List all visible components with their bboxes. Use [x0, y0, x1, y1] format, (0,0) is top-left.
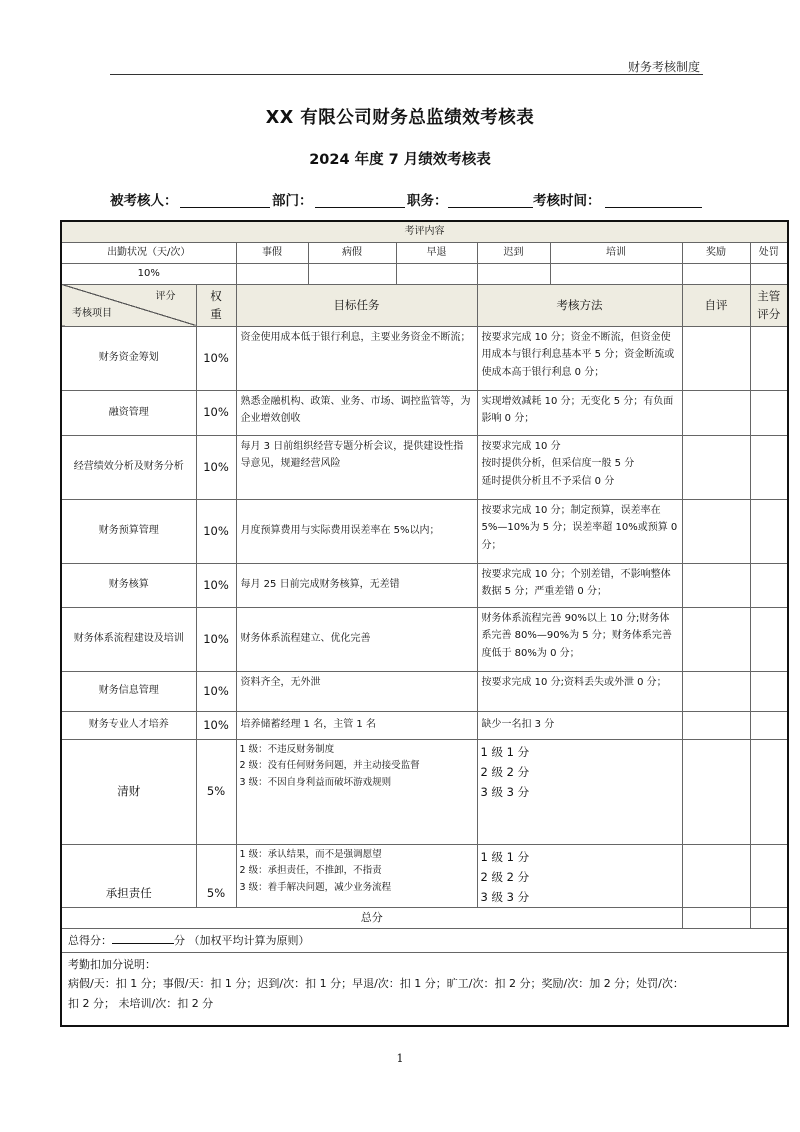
method-line: 按要求完成 10 分	[481, 440, 561, 452]
attendance-header-late: 迟到	[477, 242, 550, 263]
manager-score-cell[interactable]	[750, 711, 788, 739]
item-name: 财务信息管理	[61, 671, 196, 711]
item-task: 培养储蓄经理 1 名，主管 1 名	[236, 711, 477, 739]
examinee-label: 被考核人：	[110, 193, 178, 209]
item-method: 实现增效减耗 10 分；无变化 5 分；有负面影响 0 分；	[477, 390, 682, 435]
item-weight: 10%	[196, 671, 236, 711]
attendance-cell[interactable]	[682, 263, 750, 284]
manager-header-line2: 评分	[757, 307, 781, 321]
manager-score-cell[interactable]	[750, 671, 788, 711]
total-score-note: 分 （加权平均计算为原则）	[174, 933, 310, 947]
weight-header	[196, 284, 236, 326]
manager-score-cell[interactable]	[750, 844, 788, 907]
self-eval-cell[interactable]	[682, 671, 750, 711]
table-row	[61, 844, 788, 907]
method-line: 3 级 3 分	[480, 784, 530, 799]
item-name: 承担责任	[61, 844, 196, 907]
manager-score-header	[750, 284, 788, 326]
item-weight: 10%	[196, 390, 236, 435]
item-task	[236, 844, 477, 907]
method-line: 按时提供分析，但采信度一般 5 分	[481, 458, 635, 469]
table-row	[61, 435, 788, 499]
attendance-header-sick-leave: 病假	[308, 242, 396, 263]
total-self-cell[interactable]	[682, 907, 750, 928]
method-line: 延时提供分析且不予采信 0 分	[481, 475, 615, 487]
manager-score-cell[interactable]	[750, 390, 788, 435]
table-row	[61, 671, 788, 711]
table-row	[61, 499, 788, 563]
document-subtitle: 2024 年度 7 月绩效考核表	[309, 152, 491, 168]
task-line: 2 级：没有任何财务问题，并主动接受监督	[239, 760, 420, 772]
header-rule	[110, 74, 703, 75]
attendance-notes	[61, 953, 788, 1026]
table-row	[61, 607, 788, 671]
diagonal-header-cell	[61, 284, 196, 326]
manager-score-cell[interactable]	[750, 499, 788, 563]
item-name: 财务体系流程建设及培训	[61, 607, 196, 671]
diag-score-label: 评分	[155, 290, 176, 302]
position-blank[interactable]	[448, 207, 533, 208]
item-task: 熟悉金融机构、政策、业务、市场、调控监管等，为企业增效创收	[236, 390, 477, 435]
item-task: 资料齐全，无外泄	[236, 671, 477, 711]
total-label: 总分	[61, 907, 682, 928]
item-method: 按要求完成 10 分；个别差错，不影响整体数据 5 分；严重差错 0 分；	[477, 563, 682, 607]
item-weight: 10%	[196, 607, 236, 671]
self-eval-cell[interactable]	[682, 435, 750, 499]
running-header: 财务考核制度	[627, 60, 700, 74]
item-method: 按要求完成 10 分；资金不断流，但资金使用成本与银行利息基本平 5 分；资金断流或使成本高于银行利息 0 分；	[477, 326, 682, 390]
total-score-blank[interactable]	[112, 932, 174, 944]
appraisal-table	[60, 220, 789, 1027]
item-weight: 5%	[196, 844, 236, 907]
item-method: 财务体系流程完善 90%以上 10 分;财务体系完善 80%—90%为 5 分；财务体系完善度低于 80%为 0 分；	[477, 607, 682, 671]
self-eval-cell[interactable]	[682, 390, 750, 435]
department-blank[interactable]	[315, 207, 405, 208]
table-row	[61, 711, 788, 739]
diag-item-label: 考核项目	[72, 308, 112, 319]
attendance-header-personal-leave: 事假	[236, 242, 308, 263]
attendance-label: 出勤状况（天/次）	[61, 242, 236, 263]
notes-line: 病假/天：扣 1 分；事假/天：扣 1 分；迟到/次：扣 1 分；早退/次：扣 1 分；旷工/次：扣 2 分；奖励/次：加 2 分；处罚/次：	[68, 977, 684, 991]
method-line: 1 级 1 分	[480, 744, 530, 759]
examinee-info-row	[110, 189, 705, 211]
attendance-cell[interactable]	[550, 263, 682, 284]
total-score-row	[61, 928, 788, 952]
attendance-cell[interactable]	[750, 263, 788, 284]
attendance-weight: 10%	[61, 263, 236, 284]
item-method: 按要求完成 10 分;资料丢失或外泄 0 分；	[477, 671, 682, 711]
position-label: 职务：	[407, 193, 448, 209]
self-eval-header: 自评	[682, 284, 750, 326]
item-weight: 10%	[196, 563, 236, 607]
item-task: 月度预算费用与实际费用误差率在 5%以内；	[236, 499, 477, 563]
attendance-cell[interactable]	[308, 263, 396, 284]
item-weight: 5%	[196, 739, 236, 844]
manager-header-line1: 主管	[757, 288, 781, 303]
self-eval-cell[interactable]	[682, 563, 750, 607]
examinee-blank[interactable]	[180, 207, 270, 208]
self-eval-cell[interactable]	[682, 607, 750, 671]
method-line: 3 级 3 分	[480, 889, 530, 904]
item-name: 财务资金筹划	[61, 326, 196, 390]
section-title: 考评内容	[61, 221, 788, 242]
method-line: 1 级 1 分	[480, 849, 530, 864]
document-title: XX 有限公司财务总监绩效考核表	[265, 108, 535, 128]
total-manager-cell[interactable]	[750, 907, 788, 928]
task-line: 3 级：不因自身利益而破坏游戏规则	[239, 776, 392, 788]
attendance-header-training: 培训	[550, 242, 682, 263]
weight-header-line1: 权	[210, 288, 222, 303]
table-row	[61, 390, 788, 435]
attendance-cell[interactable]	[236, 263, 308, 284]
item-weight: 10%	[196, 711, 236, 739]
manager-score-cell[interactable]	[750, 739, 788, 844]
self-eval-cell[interactable]	[682, 844, 750, 907]
table-row	[61, 739, 788, 844]
total-score-label: 总得分：	[68, 933, 112, 947]
self-eval-cell[interactable]	[682, 739, 750, 844]
item-name: 清财	[61, 739, 196, 844]
attendance-header-early-leave: 早退	[396, 242, 477, 263]
task-line: 1 级：承认结果，而不是强调愿望	[239, 848, 382, 860]
method-header: 考核方法	[477, 284, 682, 326]
table-row	[61, 326, 788, 390]
item-name: 融资管理	[61, 390, 196, 435]
item-task	[236, 739, 477, 844]
task-line: 1 级：不违反财务制度	[239, 743, 335, 755]
review-time-label: 考核时间：	[533, 193, 601, 209]
item-name: 经营绩效分析及财务分析	[61, 435, 196, 499]
item-method	[477, 435, 682, 499]
item-task: 每月 25 日前完成财务核算，无差错	[236, 563, 477, 607]
table-row	[61, 563, 788, 607]
item-task: 财务体系流程建立、优化完善	[236, 607, 477, 671]
method-line: 2 级 2 分	[480, 869, 530, 884]
item-weight: 10%	[196, 435, 236, 499]
item-weight: 10%	[196, 326, 236, 390]
item-method	[477, 739, 682, 844]
method-line: 2 级 2 分	[480, 764, 530, 779]
item-method: 缺少一名扣 3 分	[477, 711, 682, 739]
item-method: 按要求完成 10 分；制定预算，误差率在 5%—10%为 5 分；误差率超 10%或预算 0 分；	[477, 499, 682, 563]
task-line: 2 级：承担责任，不推卸，不指责	[239, 865, 382, 877]
task-line: 3 级：着手解决问题，减少业务流程	[239, 881, 392, 893]
item-name: 财务核算	[61, 563, 196, 607]
weight-header-line2: 重	[210, 307, 222, 321]
self-eval-cell[interactable]	[682, 711, 750, 739]
manager-score-cell[interactable]	[750, 607, 788, 671]
item-name: 财务预算管理	[61, 499, 196, 563]
item-weight: 10%	[196, 499, 236, 563]
attendance-cell[interactable]	[396, 263, 477, 284]
review-time-blank[interactable]	[605, 207, 702, 208]
attendance-cell[interactable]	[477, 263, 550, 284]
task-header: 目标任务	[236, 284, 477, 326]
item-task: 资金使用成本低于银行利息，主要业务资金不断流；	[236, 326, 477, 390]
item-method	[477, 844, 682, 907]
item-task: 每月 3 日前组织经营专题分析会议，提供建设性指导意见，规避经营风险	[236, 435, 477, 499]
attendance-header-penalty: 处罚	[750, 242, 788, 263]
manager-score-cell[interactable]	[750, 326, 788, 390]
manager-score-cell[interactable]	[750, 435, 788, 499]
manager-score-cell[interactable]	[750, 563, 788, 607]
page-number: 1	[396, 1052, 404, 1065]
item-name: 财务专业人才培养	[61, 711, 196, 739]
attendance-header-reward: 奖励	[682, 242, 750, 263]
notes-title: 考勤扣加分说明：	[68, 958, 156, 972]
department-label: 部门：	[272, 193, 313, 209]
self-eval-cell[interactable]	[682, 326, 750, 390]
notes-line: 扣 2 分； 未培训/次：扣 2 分	[68, 996, 214, 1010]
self-eval-cell[interactable]	[682, 499, 750, 563]
